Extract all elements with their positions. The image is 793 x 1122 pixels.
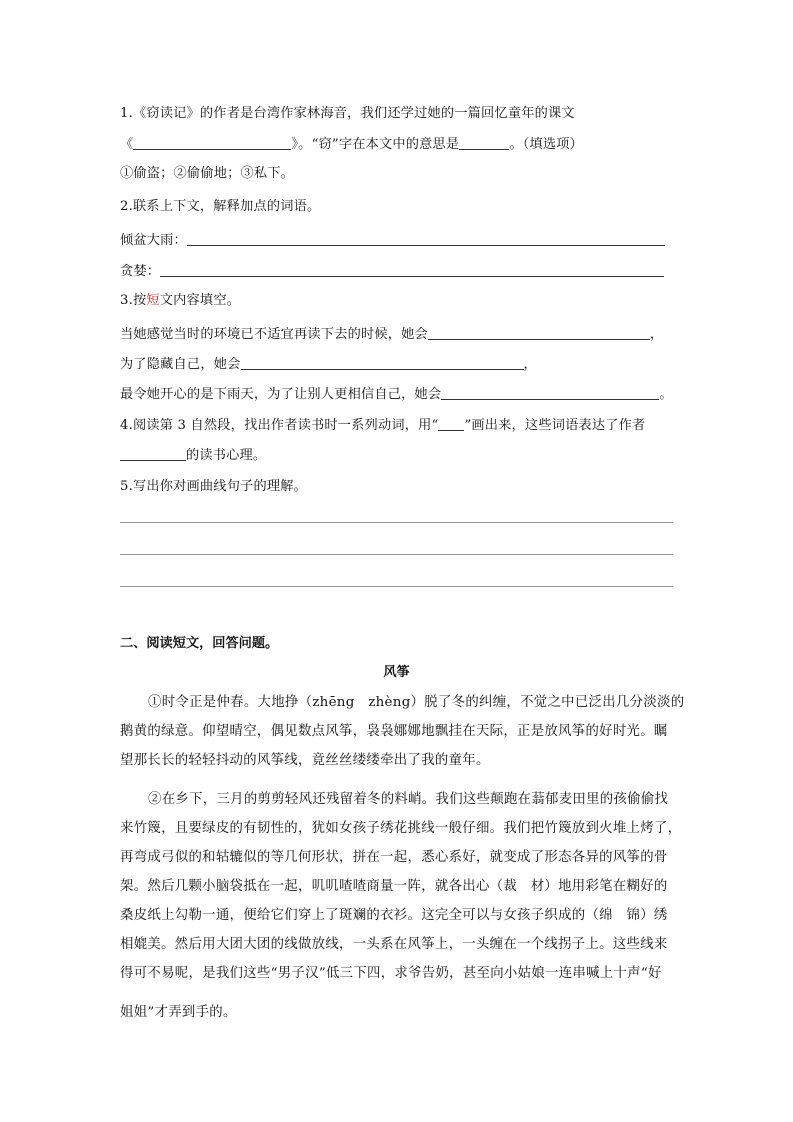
q3-line2 — [120, 355, 537, 374]
q4-line2 — [120, 446, 266, 465]
q3-line3 — [120, 385, 673, 404]
q5-answer-line-1[interactable] — [120, 522, 673, 523]
q4-underline-sample — [438, 416, 464, 431]
q5-answer-line-2[interactable] — [120, 554, 673, 555]
q1-options: ①偷盗；②偷偷地；③私下。 — [120, 166, 295, 181]
q2-word2-label: 贪婪： — [120, 264, 161, 279]
p2-line1: ②在乡下，三月的剪剪轻风还残留着冬的料峭。我们这些颠跑在蓊郁麦田里的孩偷偷找 — [148, 792, 669, 807]
q3-line1-end: ， — [649, 327, 664, 342]
q3-prompt — [120, 292, 240, 310]
q2-word2-answer[interactable] — [160, 262, 664, 277]
q1-blank-meaning[interactable] — [459, 135, 509, 150]
q1-line2 — [120, 135, 583, 154]
p2-line4: 架。然后几颗小脑袋抵在一起，叽叽喳喳商量一阵，就各出心（裁 材）地用彩笔在糊好的 — [120, 879, 668, 894]
q3-line2-end: ， — [523, 357, 537, 372]
q1-line2-tail: 。（填选项） — [509, 137, 584, 152]
q2-word1-row — [120, 231, 665, 250]
q4-blank[interactable] — [120, 446, 186, 461]
q5-answer-line-3[interactable] — [120, 586, 673, 587]
passage-title: 风筝 — [383, 665, 410, 680]
p2-line8: 姐姐”才弄到手的。 — [120, 1005, 237, 1020]
p2-line2: 来竹篾，且要绿皮的有韧性的，犹如女孩子绣花挑线一般仔细。我们把竹篾放到火堆上烤了， — [120, 821, 682, 836]
p1-line3: 望那长长的轻轻抖动的风筝线，竟丝丝缕缕牵出了我的童年。 — [120, 753, 490, 768]
section2-heading: 二、阅读短文，回答问题。 — [120, 636, 279, 651]
q3-prompt-post: 文内容填空。 — [159, 293, 241, 308]
p2-line5: 桑皮纸上勾勒一通，便给它们穿上了斑斓的衣衫。这完全可以与女孩子织成的（绵 锦）绣 — [120, 908, 668, 923]
q4-line1 — [120, 416, 645, 435]
q2-word1-label: 倾盆大雨： — [120, 233, 187, 248]
q4-line1-post: ”画出来，这些词语表达了作者 — [464, 418, 646, 433]
q3-line2-text: 为了隐藏自己，她会 — [120, 357, 241, 372]
p2-line6: 相媲美。然后用大团大团的线做放线，一头系在风筝上，一头缠在一个线拐子上。这些线来 — [120, 937, 668, 952]
p1-line1: ①时令正是仲春。大地挣（zhēng zhèng）脱了冬的纠缠，不觉之中已泛出几分淡淡的 — [148, 695, 685, 710]
q3-line1-text: 当她感觉当时的环境已不适宜再读下去的时候，她会 — [120, 327, 428, 342]
q3-prompt-pre: 3.按 — [120, 293, 147, 308]
q2-word2-row — [120, 262, 664, 281]
p1-line2: 鹅黄的绿意。仰望晴空，偶见数点风筝，袅袅娜娜地飘挂在天际，正是放风筝的好时光。瞩 — [120, 724, 668, 739]
q3-line3-end: 。 — [659, 387, 673, 402]
q1-blank-title[interactable] — [133, 135, 291, 150]
q2-prompt: 2.联系上下文，解释加点的词语。 — [120, 199, 321, 214]
q4-line1-pre: 4.阅读第 3 自然段，找出作者读书时一系列动词，用“ — [120, 418, 439, 433]
q3-prompt-highlight: 短 — [146, 293, 160, 308]
q1-line2-mid: 》。“窃”字在本文中的意思是 — [291, 137, 460, 152]
q3-line3-text: 最令她开心的是下雨天，为了让别人更相信自己，她会 — [120, 387, 442, 402]
q3-blank3[interactable] — [441, 385, 659, 400]
q1-line1: 1.《窃读记》的作者是台湾作家林海音，我们还学过她的一篇回忆童年的课文 — [120, 106, 575, 121]
q3-line1 — [120, 325, 663, 344]
q5-prompt: 5.写出你对画曲线句子的理解。 — [120, 479, 308, 494]
q1-open-bracket: 《 — [120, 137, 134, 152]
p2-line7: 得可不易呢，是我们这些“男子汉”低三下四，求爷告奶，甚至向小姑娘一连串喊上十声“好 — [120, 966, 662, 981]
p2-line3: 再弯成弓似的和轱辘似的等几何形状，拼在一起，悉心系好，就变成了形态各异的风筝的骨 — [120, 850, 668, 865]
q2-word1-answer[interactable] — [187, 231, 665, 246]
q4-line2-post: 的读书心理。 — [186, 448, 267, 463]
q3-blank2[interactable] — [241, 355, 524, 370]
q3-blank1[interactable] — [428, 325, 650, 340]
